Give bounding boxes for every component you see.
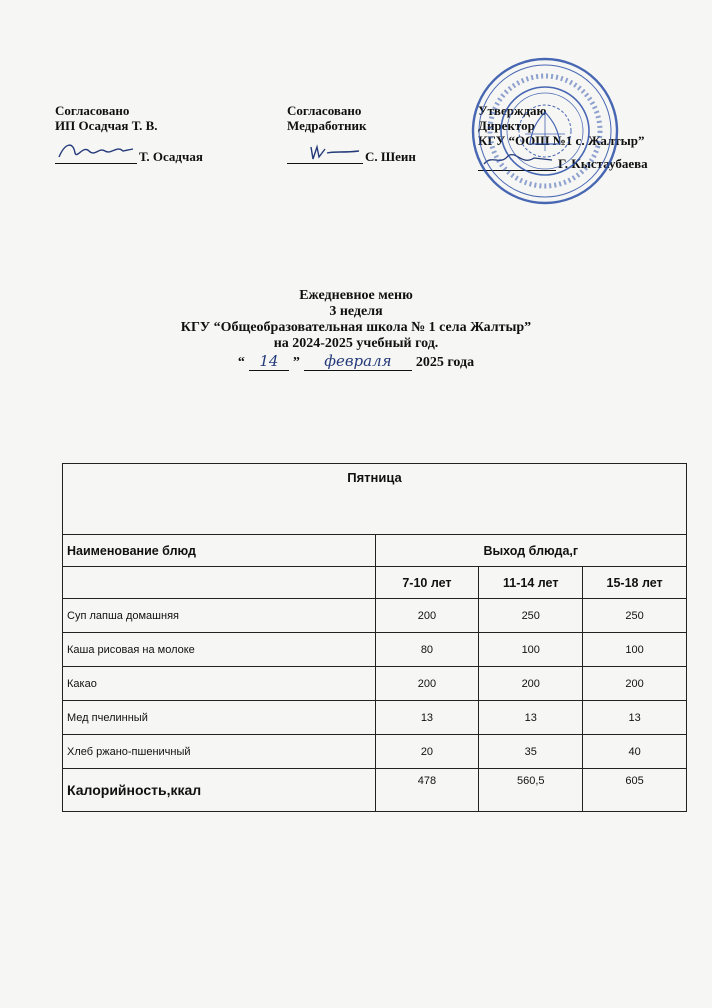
signature-line <box>55 143 203 164</box>
date-day: 14 <box>259 352 279 370</box>
calorie-value: 478 <box>375 769 479 812</box>
signer-name: Т. Осадчая <box>139 149 203 164</box>
portion-value: 250 <box>583 599 687 633</box>
handwritten-signature <box>287 143 363 164</box>
portion-value: 100 <box>583 633 687 667</box>
portion-value: 250 <box>479 599 583 633</box>
approval-role: Директор <box>478 118 535 133</box>
portion-value: 20 <box>375 735 479 769</box>
approval-block-medic <box>287 103 416 164</box>
portion-value: 13 <box>583 701 687 735</box>
dish-name: Каша рисовая на молоке <box>63 633 376 667</box>
approval-heading: Согласовано <box>55 103 130 118</box>
age-group-header: 7-10 лет <box>375 567 479 599</box>
portion-value: 35 <box>479 735 583 769</box>
day-of-week: Пятница <box>63 464 687 535</box>
menu-table <box>62 463 687 812</box>
empty-header-cell <box>63 567 376 599</box>
portion-value: 200 <box>583 667 687 701</box>
portion-value: 200 <box>375 599 479 633</box>
age-group-header: 15-18 лет <box>583 567 687 599</box>
title-school: КГУ “Общеобразовательная школа № 1 села Жалтыр” <box>180 320 532 335</box>
table-row <box>63 667 687 701</box>
approval-org: Медработник <box>287 118 367 133</box>
table-row <box>63 701 687 735</box>
portion-value: 13 <box>375 701 479 735</box>
dish-name: Мед пчелинный <box>63 701 376 735</box>
dish-name: Хлеб ржано-пшеничный <box>63 735 376 769</box>
column-header-output: Выход блюда,г <box>375 535 686 567</box>
calorie-value: 605 <box>583 769 687 812</box>
dish-name: Суп лапша домашняя <box>63 599 376 633</box>
date-line <box>238 352 474 371</box>
approval-heading: Утверждаю <box>478 103 547 118</box>
date-month: февраля <box>324 352 392 370</box>
calorie-label: Калорийность,ккал <box>63 769 376 812</box>
table-row <box>63 735 687 769</box>
approval-org: КГУ “ООШ №1 с. Жалтыр” <box>478 133 645 148</box>
document-title <box>0 288 712 371</box>
school-stamp-seal <box>470 56 620 206</box>
date-month-field <box>304 352 412 371</box>
calorie-row <box>63 769 687 812</box>
portion-value: 80 <box>375 633 479 667</box>
table-row <box>63 599 687 633</box>
portion-value: 200 <box>375 667 479 701</box>
table-row <box>63 633 687 667</box>
date-close-quote: ” <box>292 355 300 370</box>
portion-value: 100 <box>479 633 583 667</box>
approval-heading: Согласовано <box>287 103 362 118</box>
portion-value: 40 <box>583 735 687 769</box>
date-open-quote: “ <box>237 355 245 370</box>
signer-name: С. Шеин <box>365 149 416 164</box>
handwritten-signature <box>55 143 137 164</box>
portion-value: 200 <box>479 667 583 701</box>
approval-block-ip <box>55 103 203 164</box>
calorie-value: 560,5 <box>479 769 583 812</box>
date-year: 2025 года <box>415 355 475 370</box>
date-day-field <box>249 352 289 371</box>
portion-value: 13 <box>479 701 583 735</box>
dish-name: Какао <box>63 667 376 701</box>
title-line: Ежедневное меню <box>299 288 413 303</box>
column-header-dish: Наименование блюд <box>63 535 376 567</box>
signer-name: Г. Кыстаубаева <box>558 156 648 171</box>
title-week: 3 неделя <box>329 304 383 319</box>
title-year: на 2024-2025 учебный год. <box>273 336 439 351</box>
age-group-header: 11-14 лет <box>479 567 583 599</box>
signature-line <box>287 143 416 164</box>
approval-org: ИП Осадчая Т. В. <box>55 118 158 133</box>
